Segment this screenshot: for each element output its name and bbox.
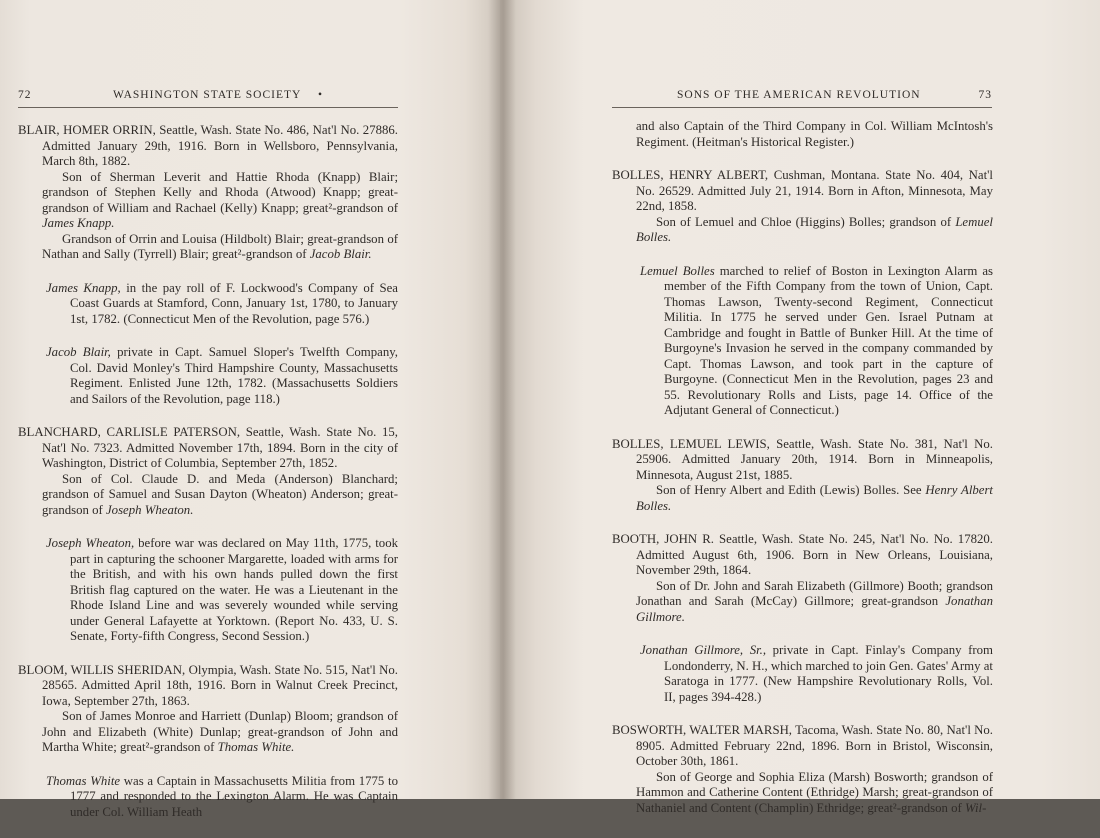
right-page-header — [612, 89, 992, 108]
member-entry — [612, 168, 993, 246]
entry-heading: BOOTH, JOHN R. Seattle, Wash. State No. 245, Nat'l No. No. 17820. Admitted August 6th, 1906. Born in New Orleans, Louisiana, November 29th, 1864. — [612, 532, 993, 577]
left-page — [0, 0, 500, 819]
ancestor-name: Thomas White. — [217, 740, 295, 754]
header-mark: • — [318, 89, 324, 101]
member-entry — [612, 532, 993, 625]
book-gutter — [488, 0, 516, 799]
ancestor-name: Jacob Blair. — [309, 247, 372, 261]
service-text: private in Capt. Samuel Sloper's Twelfth Company, Col. David Monley's Third Hampshire County, Massachusetts Regiment. Enlisted June 12th, 1782. (Massachusetts Soldiers and Sailors of the Revolution, page 118.) — [70, 345, 399, 406]
left-page-text — [18, 123, 398, 838]
ancestor-name: Wil- — [965, 800, 987, 815]
member-entry — [18, 425, 398, 518]
ancestor-name: James Knapp. — [42, 216, 115, 230]
lineage-text: Grandson of Orrin and Louisa (Hildbolt) Blair; great-grandson of Nathan and Sally (Tyrrell) Blair; great²-grandson of — [42, 231, 398, 261]
page-number: 72 — [18, 89, 32, 101]
ancestor-name: Jacob Blair, — [46, 345, 111, 359]
ancestor-service-note — [612, 643, 993, 705]
running-head: WASHINGTON STATE SOCIETY — [113, 89, 302, 101]
page-number: 73 — [978, 89, 992, 101]
lineage-paragraph — [18, 709, 398, 756]
lineage-paragraph — [612, 770, 993, 817]
continued-note: and also Captain of the Third Company in Col. William McIntosh's Regiment. (Heitman's Historical Register.) — [636, 119, 993, 149]
entry-heading: BLANCHARD, CARLISLE PATERSON, Seattle, Wash. State No. 15, Nat'l No. 7323. Admitted November 17th, 1894. Born in the city of Washington, District of Columbia, September 27th, 1852. — [18, 425, 398, 470]
lineage-paragraph — [18, 170, 398, 232]
lineage-text: Son of James Monroe and Harriett (Dunlap) Bloom; grandson of John and Elizabeth (White) Dunlap; great-grandson of John and Martha White; great²-grandson of — [42, 709, 398, 754]
lineage-paragraph — [18, 232, 398, 263]
lineage-text: Son of Lemuel and Chloe (Higgins) Bolles; grandson of — [656, 214, 956, 229]
entry-heading: BOSWORTH, WALTER MARSH, Tacoma, Wash. State No. 80, Nat'l No. 8905. Admitted February 22nd, 1896. Born in Bristol, Wisconsin, October 30th, 1861. — [612, 723, 993, 768]
ancestor-name: Thomas White — [46, 773, 121, 788]
ancestor-name: Lemuel Bolles — [640, 263, 715, 278]
ancestor-name: Lemuel Bolles. — [636, 214, 993, 244]
lineage-text: Son of Dr. John and Sarah Elizabeth (Gillmore) Booth; grandson Jonathan and Sarah (McCay) Gillmore; great-grandson — [636, 578, 993, 608]
lineage-text: Son of George and Sophia Eliza (Marsh) Bosworth; grandson of Hammon and Catherine Content (Ethridge) Marsh; great-grandson of Nathaniel and Content (Champlin) Ethridge; great²-grandson of — [636, 769, 993, 815]
entry-heading: BOLLES, LEMUEL LEWIS, Seattle, Wash. State No. 381, Nat'l No. 25906. Admitted January 20th, 1914. Born in Minneapolis, Minnesota, August 21st, 1885. — [612, 436, 993, 482]
lineage-text: Son of Col. Claude D. and Meda (Anderson) Blanchard; grandson of Samuel and Susan Dayton (Wheaton) Anderson; great-grandson of — [42, 471, 398, 517]
entry-heading: BLAIR, HOMER ORRIN, Seattle, Wash. State No. 486, Nat'l No. 27886. Admitted January 29th, 1916. Born in Wellsboro, Pennsylvania, March 8th, 1882. — [18, 123, 398, 168]
ancestor-service-note — [18, 774, 398, 821]
member-entry — [612, 437, 993, 515]
lineage-text: Son of Sherman Leverit and Hattie Rhoda (Knapp) Blair; grandson of Stephen Kelly and Rhoda (Atwood) Knapp; great-grandson of William and Rachael (Kelly) Knapp; great²-grandson of — [42, 169, 398, 215]
running-head: SONS OF THE AMERICAN REVOLUTION — [677, 89, 921, 101]
member-entry — [612, 723, 993, 816]
ancestor-service-note — [18, 345, 398, 407]
service-text: marched to relief of Boston in Lexington Alarm as member of the Fifth Company from the town of Union, Capt. Thomas Lawson, Twenty-second Regiment, Connecticut Militia. In 1775 he served under Gen. Israel Putnam at Cambridge and fought in Battle of Bunker Hill. At the time of Burgoyne's Invasion he served in the company commanded by Capt. Thomas Lawson, and took part in the capture of Burgoyne. (Connecticut Men in the Revolution, pages 23 and 55. Revolutionary Rolls and Lists, page 14. Office of the Adjutant General of Connecticut.) — [664, 263, 994, 417]
lineage-paragraph — [612, 579, 993, 626]
service-text: was a Captain in Massachusetts Militia from 1775 to 1777 and responded to the Lexington Alarm. He was Captain under Col. William Heath — [70, 773, 398, 819]
service-text: private in Capt. Finlay's Company from Londonderry, N. H., which marched to join Gen. Gates' Army at Saratoga in 1777. (New Hampshire Revolutionary Rolls, Vol. II, pages 394-428.) — [664, 643, 993, 704]
member-entry — [18, 123, 398, 263]
ancestor-name: Jonathan Gillmore, Sr., — [640, 643, 767, 657]
lineage-paragraph — [612, 215, 993, 246]
service-text: in the pay roll of F. Lockwood's Company of Sea Coast Guards at Stamford, Conn, January 1st, 1780, to January 1st, 1782. (Connecticut Men of the Revolution, page 576.) — [70, 280, 398, 326]
lineage-paragraph — [18, 472, 398, 519]
ancestor-name: Jonathan Gillmore. — [636, 594, 993, 624]
entry-heading: BLOOM, WILLIS SHERIDAN, Olympia, Wash. State No. 515, Nat'l No. 28565. Admitted April 18th, 1916. Born in Walnut Creek Precinct, Iowa, September 27th, 1863. — [18, 662, 398, 708]
member-entry — [18, 663, 398, 756]
lineage-text: Son of Henry Albert and Edith (Lewis) Bolles. See — [656, 483, 926, 497]
ancestor-name: Joseph Wheaton. — [105, 502, 194, 517]
right-page-text — [612, 119, 993, 834]
ancestor-name: James Knapp, — [46, 280, 121, 295]
ancestor-service-note — [612, 264, 993, 419]
ancestor-name: Henry Albert Bolles. — [636, 483, 993, 513]
entry-heading: BOLLES, HENRY ALBERT, Cushman, Montana. State No. 404, Nat'l No. 26529. Admitted July 21, 1914. Born in Afton, Minnesota, May 22nd, 1858. — [612, 168, 993, 213]
ancestor-name: Joseph Wheaton, — [46, 536, 135, 550]
left-page-header — [18, 89, 398, 108]
ancestor-service-note — [18, 536, 398, 645]
ancestor-service-note — [18, 281, 398, 328]
right-page — [500, 0, 1100, 815]
service-text: before war was declared on May 11th, 1775, took part in capturing the schooner Margarette, loaded with arms for the British, and with his own hands pulled down the first British flag captured on the water. He was a Lieutenant in the Rhode Island Line and was severely wounded while serving under General Lafayette at Yorktown. (Report No. 433, U. S. Senate, Forty-fifth Congress, Second Session.) — [70, 536, 398, 643]
lineage-paragraph — [612, 483, 993, 514]
